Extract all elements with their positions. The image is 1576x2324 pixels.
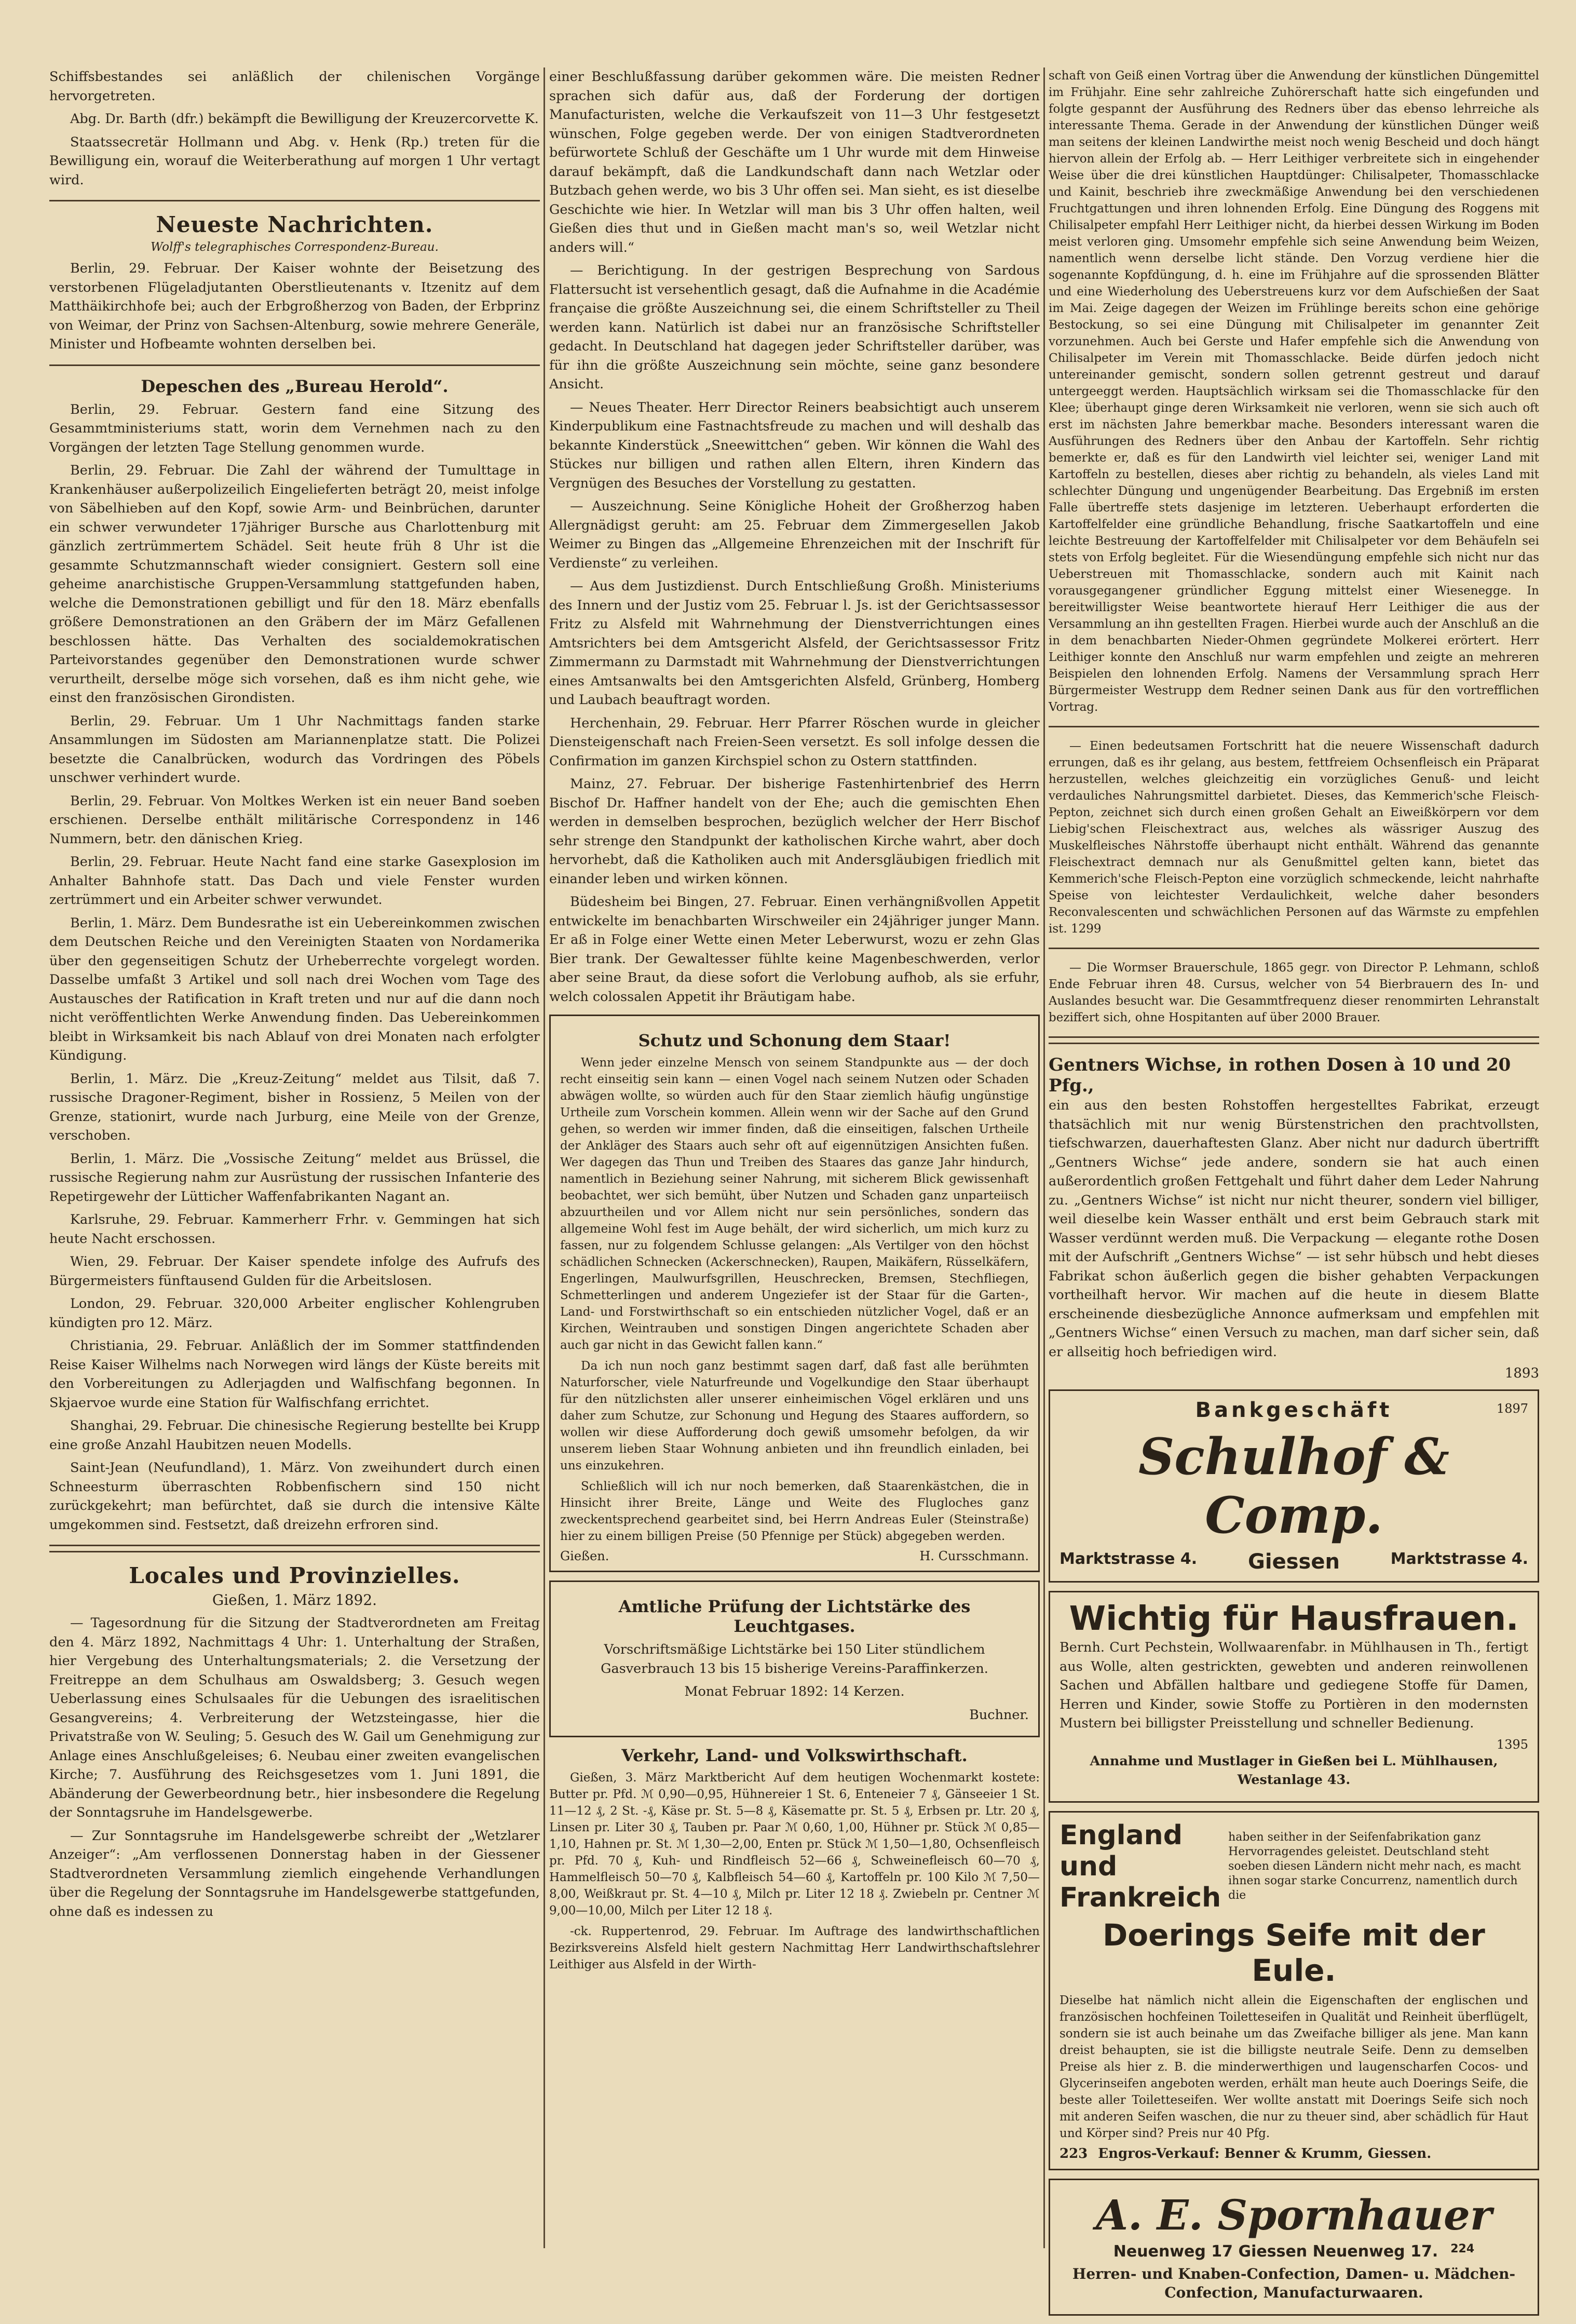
news-item: Christiania, 29. Februar. Anläßlich der im Sommer stattfindenden Reise Kaiser Wilhelms nach Norwegen wird längs der Küste bereits mit den Vorbereitungen zu Adlerjagden und Walfischfang begonnen. In Skjaervoe wurde eine Station für Walfischfang errichtet. bbox=[49, 1338, 540, 1411]
column-2 bbox=[549, 67, 1040, 1977]
divider bbox=[49, 1545, 540, 1552]
staar-paragraph: Schließlich will ich nur noch bemerken, daß Staarenkästchen, die in Hinsicht ihrer Breite, Länge und Weite des Flugloches ganz zweckentsprechend gearbeitet sind, bei Herrn Andreas Euler (Steinstraße) hier zu einem billigen Preise (50 Pfennige per Stück) abgegeben werden. bbox=[560, 1480, 1029, 1543]
ad-number: 1395 bbox=[1496, 1737, 1528, 1752]
news-item: Saint-Jean (Neufundland), 1. März. Von zweihundert durch einen Schneesturm überraschten Robbenfischern sind 150 nicht zurückgekehrt; man befürchtet, daß sie durch die intensive Kälte umgekommen sind. Festsetzt, daß dreizehn erfroren sind. bbox=[49, 1460, 540, 1533]
news-item: Wien, 29. Februar. Der Kaiser spendete infolge des Aufrufs des Bürgermeisters fünftausend Gulden für die Arbeitslosen. bbox=[49, 1254, 540, 1289]
gentners-ad-title: Gentners Wichse, in rothen Dosen à 10 und 20 Pfg., bbox=[1049, 1055, 1511, 1096]
news-item: Berlin, 29. Februar. Der Kaiser wohnte der Beisetzung des verstorbenen Flügeladjutanten Oberstlieutenants v. Itzenitz auf dem Matthäikirchhofe bei; auch der Erbgroßherzog von Baden, der Erbprinz von Weimar, der Prinz von Sachsen-Altenburg, sowie mehrere Generäle, Minister und Hofbeamte wohnten derselben bei. bbox=[49, 261, 540, 352]
news-item: Berlin, 29. Februar. Von Moltkes Werken ist ein neuer Band soeben erschienen. Derselbe enthält militärische Correspondenz in 146 Nummern, betr. den dänischen Krieg. bbox=[49, 793, 540, 847]
divider bbox=[1049, 726, 1539, 727]
divider bbox=[1049, 1036, 1539, 1044]
ad-number: 223 bbox=[1059, 2145, 1088, 2161]
staar-author: H. Cursschmann. bbox=[919, 1549, 1029, 1563]
divider bbox=[49, 364, 540, 366]
column-3 bbox=[1049, 67, 1539, 2324]
article-paragraph: Staatssecretär Hollmann und Abg. v. Henk (Rp.) treten für die Bewilligung ein, worauf die Weiterberathung auf morgen 1 Uhr vertagt wird. bbox=[49, 134, 540, 188]
section-title-herold: Depeschen des „Bureau Herold“. bbox=[141, 376, 449, 396]
section-subtitle: Wolff's telegraphisches Correspondenz-Bureau. bbox=[151, 240, 439, 254]
doering-ad bbox=[1049, 1811, 1539, 2170]
staar-paragraph: Da ich nun noch ganz bestimmt sagen darf, daß fast alle berühmten Naturforscher, viele Naturfreunde und Vogelkundige den Staar überhaupt für den nützlichsten aller unserer einheimischen Vögel erklären und uns daher zum Schutze, zur Schonung und Hegung des Staares auffordern, so wollen wir diese Aufforderung doch gewiß umsomehr befolgen, da wir unserem lieben Staar Wohnung anbieten und ihn freundlich einladen, bei uns einzukehren. bbox=[560, 1359, 1029, 1472]
doering-footer: Engros-Verkauf: Benner & Krumm, Giessen. bbox=[1098, 2145, 1432, 2161]
section-title-local: Locales und Provinzielles. bbox=[129, 1563, 460, 1588]
article-paragraph: schaft von Geiß einen Vortrag über die Anwendung der künstlichen Düngemittel im Frühjahr. Eine sehr zahlreiche Zuhörerschaft hatte sich eingefunden und folgte gespannt der Ausführung des Redners über das ebenso lehrreiche als interessante Thema. Gerade in der Anwendung der künstlichen Dünger weiß man seitens der kleinen Landwirthe meist noch wenig Bescheid und doch hängt hiervon allein der Erfolg ab. — Herr Leithiger verbreitete sich in eingehender Weise über die drei künstlichen Hauptdünger: Chilisalpeter, Thomasschlacke und Kainit, beschrieb ihre zweckmäßige Anwendung bei den verschiedenen Fruchtgattungen und ihren lohnenden Erfolg. Eine Düngung des Roggens mit Chilisalpeter empfahl Herr Leithiger nicht, da hierbei dessen Wirkung im Boden meist verloren ging. Umsomehr empfehle sich seine Anwendung beim Weizen, namentlich wenn derselbe licht stände. Den Vorzug verdiene hier die sogenannte Kopfdüngung, d. h. eine im Frühjahre auf die sprossenden Blätter und eine Wiederholung des Ueberstreuens kurz vor dem Aufschießen der Saat im Mai. Zeige dagegen der Weizen im Frühlinge bereits schon eine gehörige Bestockung, so sei eine Düngung mit Chilisalpeter im genannter Zeit vorzunehmen. Auch bei Gerste und Hafer empfehle sich die Anwendung von Chilisalpeter im Verein mit Thomasschlacke. Beide dürfen jedoch nicht untereinander gemischt, sondern sollen getrennt gestreut und darauf untergeeggt werden. Hauptsächlich wirksam sei die Thomasschlacke für den Klee; überhaupt ginge deren Wirksamkeit nie verloren, wenn sie sich auch oft erst im nächsten Jahre bemerkbar mache. Besonders interessant waren die Ausführungen des Redners über den Anbau der Kartoffeln. Sehr richtig bemerkte er, daß es für den Landwirth viel leichter sei, weniger Land mit Kartoffeln zu bestellen, dieses aber richtig zu behandeln, als vieles Land mit schlechter Düngung und ungenügender Bearbeitung. Das Ergebniß im ersten Falle übertreffe stets dasjenige im letzteren. Ueberhaupt erforderten die Kartoffelfelder eine gründliche Behandlung, frische Saatkartoffeln und eine leichte Bestreuung der Kartoffelfelder mit Chilisalpeter vor dem Behäufeln sei stets von Erfolg begleitet. Für die Wiesendüngung empfehle sich nicht nur das Ueberstreuen mit Thomasschlacke, sondern auch mit Kainit nach vorausgegangener gründlicher Eggung mittelst einer Wiesenegge. In bereitwilligster Weise beantwortete hierauf Herr Leithiger die aus der Versammlung an ihn gestellten Fragen. Hierbei wurde auch der Anschluß an die in dem benachbarten Nieder-Ohmen gegründete Molkerei erörtert. Herr Leithiger konnte den Anschluß nur warm empfehlen und zeigte an mehreren Beispielen den lohnenden Erfolg. Namens der Versammlung sprach Herr Bürgermeister Westrupp dem Redner seinen Dank aus für den vortrefflichen Vortrag. bbox=[1049, 69, 1539, 714]
gas-month: Monat Februar 1892: 14 Kerzen. bbox=[684, 1684, 905, 1699]
divider bbox=[1049, 948, 1539, 949]
article-paragraph: Abg. Dr. Barth (dfr.) bekämpft die Bewilligung der Kreuzercorvette K. bbox=[70, 111, 539, 127]
news-item: London, 29. Februar. 320,000 Arbeiter englischer Kohlengruben kündigten pro 12. März. bbox=[49, 1296, 540, 1331]
section-title-verkehr: Verkehr, Land- und Volkswirthschaft. bbox=[621, 1746, 968, 1765]
article-paragraph: — Einen bedeutsamen Fortschritt hat die neuere Wissenschaft dadurch errungen, daß es ihr gelang, aus bestem, fettfreiem Ochsenfleisch ein Präparat herzustellen, welches gleichzeitig ein vorzügliches Genuß- und leicht verdauliches Nahrungsmittel darbietet. Dieses, das Kemmerich'sche Fleisch-Pepton, zeichnet sich durch einen großen Gehalt an Eiweißkörpern vor dem Liebig'schen Fleischextract aus, welches als wässriger Auszug des Muskelfleisches Nährstoffe überhaupt nicht enthält. Während das genannte Fleischextract demnach nur als Genußmittel gelten kann, bietet das Kemmerich'sche Fleisch-Pepton eine vorzüglich schmeckende, leicht nahrhafte Speise von leichtester Verdaulichkeit, welche daher besonders Reconvalescenten und schwächlichen Personen auf das Wärmste zu empfehlen ist. 1299 bbox=[1049, 739, 1539, 936]
ad-number: 1897 bbox=[1496, 1401, 1528, 1416]
news-item: Berlin, 1. März. Die „Vossische Zeitung“ meldet aus Brüssel, die russische Regierung nahm zur Ausrüstung der russischen Infanterie des Repetirgewehr der Lütticher Waffenfabrikanten Nagant an. bbox=[49, 1151, 540, 1205]
hausfrauen-ad bbox=[1049, 1591, 1539, 1803]
ad-number: 224 bbox=[1450, 2242, 1475, 2255]
spornhauer-ad bbox=[1049, 2179, 1539, 2316]
bank-header: Bankgeschäft bbox=[1195, 1398, 1393, 1422]
staar-paragraph: Wenn jeder einzelne Mensch von seinem Standpunkte aus — der doch recht einseitig sein kann — einen Vogel nach seinem Nutzen oder Schaden abwägen wollte, so würden auch für den Staar ziemlich häufig ungünstige Urtheile zum Vorschein kommen. Allein wenn wir der Sache auf den Grund gehen, so werden wir immer finden, daß die einseitigen, falschen Urtheile der Ankläger des Staars auch sehr oft auf eigennützigen Ansichten fußen. Wer dagegen das Thun und Treiben des Staares das ganze Jahr hindurch, namentlich in Beziehung seiner Nahrung, mit sicherem Blick gewissenhaft beobachtet, wer sich bemüht, über Nutzen und Schaden ganz unparteiisch abzuurtheilen und vor Allem nicht nur sein persönliches, sondern das allgemeine Wohl fest im Auge behält, der wird sicherlich, um mich kurz zu fassen, nur zu folgendem Schlusse gelangen: „Als Vertilger von den höchst schädlichen Schnecken (Ackerschnecken), Raupen, Maikäfern, Rüsselkäfern, Engerlingen, Maulwurfsgrillen, Heuschrecken, Bremsen, Stechfliegen, Schmetterlingen und anderem Ungeziefer ist der Staar für die Garten-, Land- und Forstwirthschaft so ein entschieden nützlicher Vogel, daß er an Kirchen, Weintrauben und sonstigen Dingen angerichtete Schaden aber auch gar nicht in das Gewicht fallen kann.“ bbox=[560, 1056, 1029, 1352]
local-item: — Tagesordnung für die Sitzung der Stadtverordneten am Freitag den 4. März 1892, Nachmittags 4 Uhr: 1. Unterhaltung der Straßen, hier Vergebung des Unterhaltungsmaterials; 2. die Versetzung der Freitreppe an dem Schulhaus am Oswaldsberg; 3. Gesuch wegen Ueberlassung eines Schulsaales für die Uebungen des israelitischen Gesangvereins; 4. Verbreiterung der Wetzsteingasse, hier die Privatstraße von W. Seuling; 5. Gesuch des W. Gail um Genehmigung zur Anlage eines Anschlußgeleises; 6. Neubau einer zweiten evangelischen Kirche; 7. Ausführung des Reichsgesetzes vom 1. Juni 1891, die Abänderung der Gewerbeordnung betr., hier insbesondere die Regelung der Sonntagsruhe im Handelsgewerbe. bbox=[49, 1615, 540, 1820]
news-item: Berlin, 29. Februar. Die Zahl der während der Tumulttage in Krankenhäuser außerpolizeilich Eingelieferten beträgt 20, meist infolge von Säbelhieben auf den Kopf, sowie Arm- und Beinbrüchen, darunter ein schwer verwundeter 17jähriger Bursche aus Charlottenburg mit gänzlich zertrümmertem Schädel. Seit heute früh 8 Uhr ist die gesammte Schutzmannschaft wieder consigniert. Gestern soll eine geheime anarchistische Gruppen-Versammlung stattgefunden haben, welche die Demonstrationen gebilligt und für den 18. März ebenfalls größere Demonstrationen an den Gräbern der im März Gefallenen beschlossen hätte. Das Verhalten des socialdemokratischen Parteivorstandes gegenüber den Demonstrationen wurde schwer verurtheilt, derselbe möge sich vorsehen, daß es ihm nicht gehe, wie einst den französischen Girondisten. bbox=[49, 463, 540, 706]
bank-city: Giessen bbox=[1248, 1550, 1340, 1574]
bank-name: Schulhof & Comp. bbox=[1138, 1427, 1450, 1545]
article-paragraph: — Berichtigung. In der gestrigen Besprechung von Sardous Flattersucht ist versehentlich gesagt, daß die Aufnahme in die Académie française die größte Auszeichnung sei, die einem Schriftsteller zu Theil werden kann. Natürlich ist dabei nur an französische Schriftsteller gedacht. In Deutschland hat dagegen jeder Schriftsteller darüber, was für ihn die größte Auszeichnung sein möchte, seine ganz besondere Ansicht. bbox=[549, 263, 1040, 392]
local-item: — Zur Sonntagsruhe im Handelsgewerbe schreibt der „Wetzlarer Anzeiger“: „Am verflossenen Donnerstag haben in der Giessener Stadtverordneten Versammlung ziemlich eingehende Verhandlungen über die Regelung der Sonntagsruhe im Handelsgewerbe stattgefunden, ohne daß es indessen zu bbox=[49, 1828, 540, 1920]
divider bbox=[49, 200, 540, 201]
article-paragraph: Schiffsbestandes sei anläßlich der chilenischen Vorgänge hervorgetreten. bbox=[49, 69, 540, 104]
hausfrauen-footer: Annahme und Mustlager in Gießen bei L. Mühlhausen, Westanlage 43. bbox=[1090, 1753, 1498, 1788]
staar-place: Gießen. bbox=[560, 1549, 609, 1563]
article-paragraph: Herchenhain, 29. Februar. Herr Pfarrer Röschen wurde in gleicher Diensteigenschaft nach Freien-Seen versetzt. Es soll infolge dessen die Confirmation im ganzen Kirchspiel schon zu Ostern stattfinden. bbox=[549, 715, 1040, 769]
news-item: Karlsruhe, 29. Februar. Kammerherr Frhr. v. Gemmingen hat sich heute Nacht erschossen. bbox=[49, 1212, 540, 1247]
section-title-news: Neueste Nachrichten. bbox=[156, 212, 433, 237]
bank-address: Marktstrasse 4. bbox=[1390, 1550, 1528, 1568]
hausfrauen-text: Bernh. Curt Pechstein, Wollwaarenfabr. in Mühlhausen in Th., fertigt aus Wolle, alten gestrickten, gewebten und anderen reinwollenen Sachen und Abfällen haltbare und gediegene Stoffe für Damen, Herren und Kinder, sowie Stoffe zu Portièren in den modernsten Mustern bei billigster Preisstellung und schneller Bedienung. bbox=[1059, 1640, 1528, 1731]
spornhauer-address: Neuenweg 17 Giessen Neuenweg 17. bbox=[1113, 2242, 1438, 2261]
gas-title: Amtliche Prüfung der Lichtstärke des Leuchtgases. bbox=[618, 1597, 971, 1636]
bank-ad bbox=[1049, 1389, 1539, 1583]
doering-title: Doerings Seife mit der Eule. bbox=[1103, 1917, 1485, 1988]
column-1 bbox=[49, 67, 540, 1925]
article-paragraph: Büdesheim bei Bingen, 27. Februar. Einen verhängnißvollen Appetit entwickelte im benachbarten Wirschweiler ein 24jähriger junger Mann. Er aß in Folge einer Wette einen Meter Leberwurst, wozu er zehn Glas Bier trank. Der Gewaltesser fühlte keine Magenbeschwerden, verlor aber seine Braut, da diese sofort die Verlobung aufhob, als sie erfuhr, welch colossalen Appetit ihr Bräutigam habe. bbox=[549, 894, 1040, 1005]
market-report: Gießen, 3. März Marktbericht Auf dem heutigen Wochenmarkt kostete: Butter pr. Pfd. ℳ 0,90—0,95, Hühnereier 1 St. 6, Enteneier 7 ₰, Gänseeier 1 St. 11—12 ₰, 2 St. -₰, Käse pr. St. 5—8 ₰, Käsematte pr. St. 5 ₰, Erbsen pr. Ltr. 20 ₰, Linsen pr. Liter 30 ₰, Tauben pr. Paar ℳ 0,60, 1,00, Hühner pr. Stück ℳ 0,85—1,10, Hahnen pr. St. ℳ 1,30—2,00, Enten pr. Stück ℳ 1,50—1,80, Ochsenfleisch pr. Pfd. 70 ₰, Kuh- und Rindfleisch 52—66 ₰, Schweinefleisch 60—70 ₰, Hammelfleisch 50—70 ₰, Kalbfleisch 54—60 ₰, Kartoffeln pr. 100 Kilo ℳ 7,50—8,00, Weißkraut pr. St. 4—10 ₰, Milch pr. Liter 12 18 ₰. Zwiebeln pr. Centner ℳ 9,00—10,00, Milch per Liter 12 18 ₰. bbox=[549, 1771, 1040, 1917]
article-paragraph: — Auszeichnung. Seine Königliche Hoheit der Großherzog haben Allergnädigst geruht: am 25. Februar dem Zimmergesellen Jakob Weimer zu Bingen das „Allgemeine Ehrenzeichen mit der Inschrift für Verdienste“ zu verleihen. bbox=[549, 498, 1040, 571]
news-item: Berlin, 1. März. Dem Bundesrathe ist ein Uebereinkommen zwischen dem Deutschen Reiche und den Vereinigten Staaten von Nordamerika über den gegenseitigen Schutz der Urheberrechte vorgelegt worden. Dasselbe umfaßt 3 Artikel und soll nach drei Wochen vom Tage des Austausches der Ratification in Kraft treten und nur auf die dann noch nicht veröffentlichten Werke Anwendung finden. Das Uebereinkommen bleibt in Wirksamkeit bis nach Ablauf von drei Monaten nach erfolgter Kündigung. bbox=[49, 915, 540, 1063]
article-paragraph: — Aus dem Justizdienst. Durch Entschließung Großh. Ministeriums des Innern und der Justiz vom 25. Februar l. Js. ist der Gerichtsassessor Fritz zu Alsfeld mit Wahrnehmung der Dienstverrichtungen eines Amtsrichters bei dem Amtsgericht Alsfeld, der Gerichtsassessor Fritz Zimmermann zu Darmstadt mit Wahrnehmung der Dienstverrichtungen eines Amtsanwalts bei den Amtsgerichten Alsfeld, Grünberg, Homberg und Laubach beauftragt worden. bbox=[549, 578, 1040, 708]
news-item: Berlin, 29. Februar. Gestern fand eine Sitzung des Gesammtministeriums statt, worin dem Vernehmen nach zu den Vorgängen der letzten Tage Stellung genommen wurde. bbox=[49, 401, 540, 455]
local-date: Gießen, 1. März 1892. bbox=[212, 1591, 377, 1609]
bank-address: Marktstrasse 4. bbox=[1059, 1550, 1198, 1568]
news-item: Berlin, 1. März. Die „Kreuz-Zeitung“ meldet aus Tilsit, daß 7. russische Dragoner-Regiment, bisher in Rossienz, 5 Meilen von der Grenze, stationirt, wurde nach Jurburg, eine Meile von der Grenze, verschoben. bbox=[49, 1071, 540, 1143]
staar-article-box bbox=[549, 1015, 1040, 1572]
article-paragraph: Mainz, 27. Februar. Der bisherige Fastenhirtenbrief des Herrn Bischof Dr. Haffner handelt von der Ehe; auch die gemischten Ehen werden in demselben besprochen, bezüglich welcher der Herr Bischof sehr strenge den Standpunkt der katholischen Kirche wahrt, aber doch hervorhebt, daß die Katholiken auch mit Andersgläubigen friedlich mit einander leben und wirken können. bbox=[549, 776, 1040, 887]
column-rule bbox=[1043, 67, 1045, 2248]
england-frankreich: England und Frankreich bbox=[1059, 1819, 1221, 1913]
gentners-ad-text: ein aus den besten Rohstoffen hergestelltes Fabrikat, erzeugt thatsächlich mit nur wenig Bürstenstrichen den prachtvollsten, tiefschwarzen, dauerhaftesten Glanz. Aber nicht nur dadurch übertrifft „Gentners Wichse“ jede andere, sondern sie hat auch einen außerordentlich großen Fettgehalt und führt daher dem Leder Nahrung zu. „Gentners Wichse“ ist nicht nur nicht theurer, sondern viel billiger, weil dieselbe kein Wasser enthält und erst beim Gebrauch stark mit Wasser verdünnt werden muß. Die Verpackung — elegante rothe Dosen mit der Aufschrift „Gentners Wichse“ — ist sehr hübsch und hebt dieses Fabrikat schon äußerlich gegen die bisher gehabten Verpackungen vortheilhaft hervor. Wir machen auf die heute in diesem Blatte erscheinende diesbezügliche Annonce aufmerksam und empfehlen mit „Gentners Wichse“ einen Versuch zu machen, man darf sicher sein, daß er allseitig hoch befriedigen wird. bbox=[1049, 1098, 1539, 1360]
spornhauer-text: Herren- und Knaben-Confection, Damen- u. Mädchen-Confection, Manufacturwaaren. bbox=[1072, 2265, 1516, 2301]
verkehr-item: -ck. Ruppertenrod, 29. Februar. Im Auftrage des landwirthschaftlichen Bezirksvereins Alsfeld hielt gestern Nachmittag Herr Landwirthschaftslehrer Leithiger aus Alsfeld in der Wirth- bbox=[549, 1925, 1040, 1971]
hausfrauen-title: Wichtig für Hausfrauen. bbox=[1069, 1600, 1519, 1638]
doering-text: Dieselbe hat nämlich nicht allein die Eigenschaften der englischen und französischen hochfeinen Toiletteseifen in Qualität und Reinheit überflügelt, sondern sie ist auch beinahe um das Zweifache billiger als jene. Man kann dreist behaupten, sie ist die billigste neutrale Seife. Denn zu demselben Preise als hier z. B. die minderwerthigen und laugenscharfen Cocos- und Glycerinseifen angeboten werden, erhält man heute auch Doerings Seife, die beste aller Toiletteseifen. Wer wollte anstatt mit Doerings Seife sich noch mit anderen Seifen waschen, die nur zu theuer sind, aber schädlich für Haut und Körper sind? Preis nur 40 Pfg. bbox=[1059, 1993, 1528, 2140]
news-item: Berlin, 29. Februar. Heute Nacht fand eine starke Gasexplosion im Anhalter Bahnhofe statt. Das Dach und viele Fenster wurden zertrümmert und ein Arbeiter schwer verwundet. bbox=[49, 854, 540, 908]
article-paragraph: einer Beschlußfassung darüber gekommen wäre. Die meisten Redner sprachen sich dafür aus, daß der Forderung der dortigen Manufacturisten, welche die Verkaufszeit von 11—3 Uhr festgesetzt wünschen, Folge gegeben werde. Der von einigen Stadtverordneten befürwortete Schluß der Geschäfte um 1 Uhr wurde mit dem Hinweise darauf bekämpft, daß die Landkundschaft dann nach Wetzlar oder Butzbach gehen werde, wo bis 3 Uhr offen sei. Man sieht, es ist dieselbe Geschichte wie hier. In Wetzlar will man bis 3 Uhr offen halten, weil Gießen dies thut und in Gießen macht man's so, weil Wetzlar nicht anders will.“ bbox=[549, 69, 1040, 255]
news-item: Shanghai, 29. Februar. Die chinesische Regierung bestellte bei Krupp eine große Anzahl Haubitzen neuen Modells. bbox=[49, 1418, 540, 1453]
gas-author: Buchner. bbox=[969, 1707, 1029, 1723]
news-item: Berlin, 29. Februar. Um 1 Uhr Nachmittags fanden starke Ansammlungen im Südosten am Mariannenplatze statt. Die Polizei besetzte die Canalbrücken, wodurch das Vordringen des Pöbels unschwer verhindert wurde. bbox=[49, 713, 540, 786]
article-paragraph: — Neues Theater. Herr Director Reiners beabsichtigt auch unserem Kinderpublikum eine Fastnachtsfreude zu machen und will deshalb das bekannte Kinderstück „Sneewittchen“ geben. Wir können die Wahl des Stückes nur billigen und rathen allen Eltern, ihren Kindern das Vergnügen des Besuches der Vorstellung zu gestatten. bbox=[549, 399, 1040, 491]
spornhauer-name: A. E. Spornhauer bbox=[1095, 2190, 1492, 2239]
article-paragraph: — Die Wormser Brauerschule, 1865 gegr. von Director P. Lehmann, schloß Ende Februar ihren 48. Cursus, welcher von 54 Bierbrauern des In- und Auslandes besucht war. Die Gesammtfrequenz dieser renommirten Lehranstalt beziffert sich, ohne Hospitanten auf über 2000 Brauer. bbox=[1049, 961, 1539, 1024]
gas-box bbox=[549, 1580, 1040, 1737]
ad-number: 1893 bbox=[1504, 1366, 1539, 1381]
gas-text: Vorschriftsmäßige Lichtstärke bei 150 Liter stündlichem Gasverbrauch 13 bis 15 bisherige Vereins-Paraffinkerzen. bbox=[601, 1642, 988, 1677]
column-rule bbox=[544, 67, 545, 2248]
gentners-ad bbox=[1049, 1055, 1539, 1381]
soap-intro: haben seither in der Seifenfabrikation ganz Hervorragendes geleistet. Deutschland steht soeben diesen Ländern nicht mehr nach, es macht ihnen sogar starke Concurrenz, namentlich durch die bbox=[1228, 1830, 1521, 1902]
staar-title: Schutz und Schonung dem Staar! bbox=[638, 1031, 951, 1050]
